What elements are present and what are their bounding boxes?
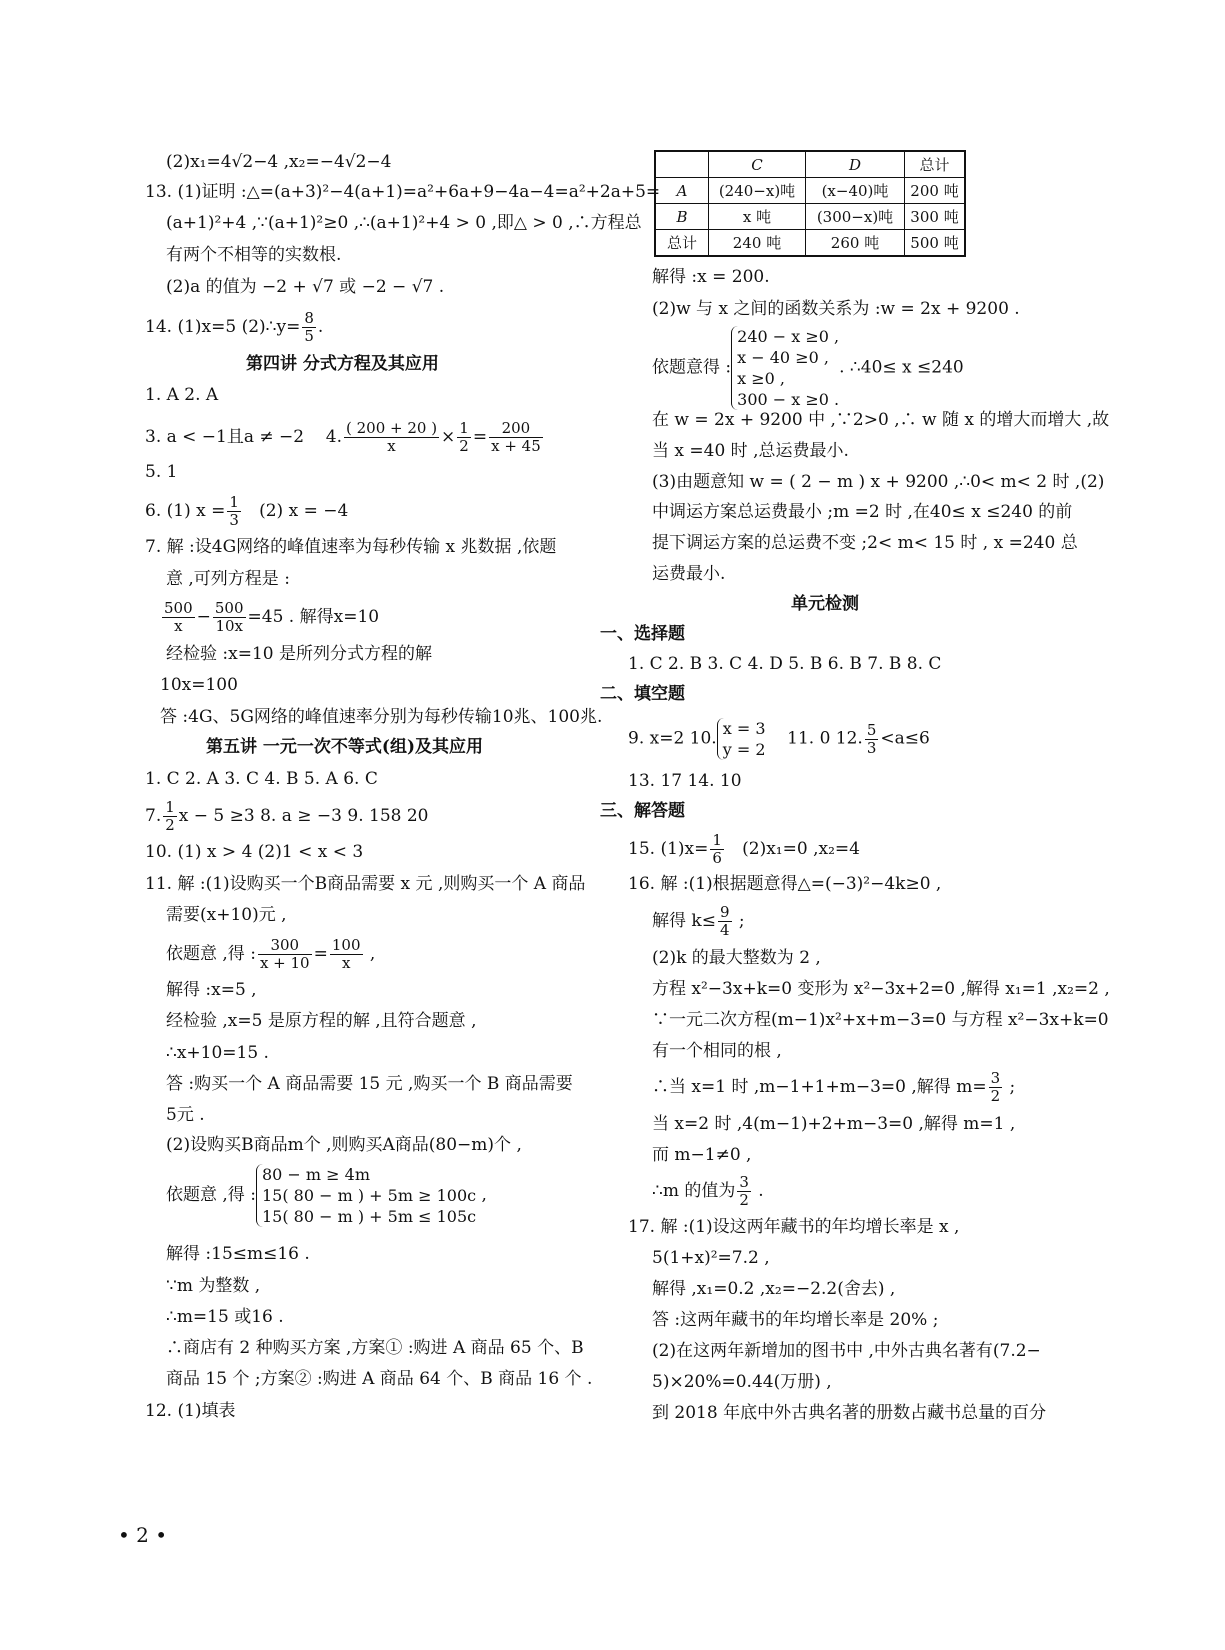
answer-13-1-cont: (a+1)²+4 ,∵(a+1)²≥0 ,∴(a+1)²+4 > 0 ,即△ > 0 ,∴方程总 [166, 213, 642, 233]
table-row [655, 230, 965, 257]
answer-17-d: 答 :这两年藏书的年均增长率是 20% ; [652, 1310, 939, 1330]
s4-answer-7-final: 答 :4G、5G网络的峰值速率分别为每秒传输10兆、100兆. [160, 707, 603, 727]
table-cell: 240 吨 [709, 230, 806, 257]
part-1-answers: 1. C 2. B 3. C 4. D 5. B 6. B 7. B 8. C [628, 654, 942, 674]
table-cell: 总计 [905, 151, 966, 178]
part-2-answers: 9. x=2 10. x = 3 y = 2 11. 0 12. $\frac{5}{3}$ <a≤6 [628, 719, 930, 759]
fraction: $\frac{8}{5}$ [304, 309, 314, 345]
table-cell: D [806, 151, 905, 178]
transport-table [654, 150, 966, 257]
answer-12-2: (2)x₁=4√2−4 ,x₂=−4√2−4 [166, 152, 392, 172]
s5-answer-11-j: 依题意 ,得 : 80 − m ≥ 4m 15( 80 − m ) + 5m ≥ 100c 15( 80 − m ) + 5m ≤ 105c , [166, 1165, 487, 1226]
answer-17-f: 5)×20%=0.44(万册) , [652, 1372, 832, 1392]
s4-answer-7-check: 经检验 :x=10 是所列分式方程的解 [166, 644, 432, 664]
s5-answer-11-n: ∴商店有 2 种购买方案 ,方案① :购进 A 商品 65 个、B [166, 1338, 584, 1358]
s5-answer-11: 11. 解 :(1)设购买一个B商品需要 x 元 ,则购买一个 A 商品 [145, 874, 586, 894]
s5-answer-12: 12. (1)填表 [145, 1401, 236, 1421]
r-line-8: 提下调运方案的总运费不变 ;2< m< 15 时 , x =240 总 [652, 533, 1078, 553]
answer-14: 14. (1)x=5 (2)∴y= $\frac{8}{5}$ . [145, 309, 324, 345]
r-line-6: (3)由题意知 w = ( 2 − m ) x + 9200 ,∴0< m< 2 时 ,(2) [652, 472, 1105, 492]
s5-answer-11-l: ∵m 为整数 , [166, 1276, 261, 1296]
s5-answer-11-o: 商品 15 个 ;方案② :购进 A 商品 64 个、B 商品 16 个 . [166, 1369, 593, 1389]
s4-answer-3-4: 3. a < −1且a ≠ −2 4. $\frac{( 200 + 20 )}{x}$ × $\frac{1}{2}$ = $\frac{200}{x + 45}$ [145, 419, 541, 455]
answer-16-h: 当 x=2 时 ,4(m−1)+2+m−3=0 ,解得 m=1 , [652, 1114, 1016, 1134]
table-cell: A [655, 178, 709, 204]
s5-answer-11-g: 答 :购买一个 A 商品需要 15 元 ,购买一个 B 商品需要 [166, 1074, 573, 1094]
s5-answer-11-c: 依题意 ,得 : $\frac{300}{x + 10}$ = $\frac{100}{x}$ , [166, 936, 376, 972]
s4-answer-7: 7. 解 :设4G网络的峰值速率为每秒传输 x 兆数据 ,依题 [145, 537, 557, 557]
table-row [655, 204, 965, 230]
r-line-9: 运费最小. [652, 564, 726, 584]
s4-answer-6: 6. (1) x = $\frac{1}{3}$ (2) x = −4 [145, 493, 349, 529]
page-number: • 2 • [118, 1523, 168, 1547]
r-line-5: 当 x =40 时 ,总运费最小. [652, 441, 849, 461]
s5-answer-11-d: 解得 :x=5 , [166, 980, 257, 1000]
s5-answer-11-h: 5元 . [166, 1105, 205, 1125]
part-3-title: 三、解答题 [600, 801, 685, 821]
answer-16-a: 16. 解 :(1)根据题意得△=(−3)²−4k≥0 , [628, 874, 942, 894]
section-title-5: 第五讲 一元一次不等式(组)及其应用 [206, 737, 484, 757]
s5-answer-11-k: 解得 :15≤m≤16 . [166, 1244, 310, 1264]
answer-16-g: ∴当 x=1 时 ,m−1+1+m−3=0 ,解得 m= $\frac{3}{2}$ ; [652, 1069, 1016, 1105]
answer-17-a: 17. 解 :(1)设这两年藏书的年均增长率是 x , [628, 1217, 960, 1237]
unit-test-title: 单元检测 [791, 594, 859, 614]
answer-13-1: 13. (1)证明 :△=(a+3)²−4(a+1)=a²+6a+9−4a−4=a²+2a+5= [145, 182, 661, 202]
answer-13-2: (2)a 的值为 −2 + √7 或 −2 − √7 . [166, 277, 445, 297]
table-cell: C [709, 151, 806, 178]
inequality-system: 240 − x ≥0 , x − 40 ≥0 , x ≥0 , 300 − x ≥0 . [731, 326, 839, 410]
s4-answer-7-result: 10x=100 [160, 675, 238, 695]
answer-16-c: (2)k 的最大整数为 2 , [652, 948, 821, 968]
table-cell: 260 吨 [806, 230, 905, 257]
s4-answer-1: 1. A 2. A [145, 385, 219, 405]
table-cell: 500 吨 [905, 230, 966, 257]
part-2-title: 二、填空题 [600, 684, 685, 704]
r-line-2: (2)w 与 x 之间的函数关系为 :w = 2x + 9200 . [652, 299, 1020, 319]
equation-system: x = 3 y = 2 [717, 718, 766, 760]
answer-17-g: 到 2018 年底中外古典名著的册数占藏书总量的百分 [652, 1403, 1047, 1423]
table-cell: B [655, 204, 709, 230]
table-cell: (240−x)吨 [709, 178, 806, 204]
s5-answer-11-f: ∴x+10=15 . [166, 1043, 269, 1063]
s5-answer-7: 7. $\frac{1}{2}$ x − 5 ≥3 8. a ≥ −3 9. 158 20 [145, 798, 429, 834]
table-cell: (300−x)吨 [806, 204, 905, 230]
s4-answer-7-equation: $\frac{500}{x}$ − $\frac{500}{10x}$ =45 . 解得x=10 [164, 599, 380, 635]
s5-answer-1: 1. C 2. A 3. C 4. B 5. A 6. C [145, 769, 378, 789]
answer-16-d: 方程 x²−3x+k=0 变形为 x²−3x+2=0 ,解得 x₁=1 ,x₂=2 , [652, 979, 1110, 999]
table-cell: 300 吨 [905, 204, 966, 230]
s4-answer-5: 5. 1 [145, 462, 178, 482]
table-cell [655, 151, 709, 178]
table-cell: 总计 [655, 230, 709, 257]
part-2-answers-b: 13. 17 14. 10 [628, 771, 742, 791]
answer-16-i: 而 m−1≠0 , [652, 1145, 752, 1165]
part-1-title: 一、选择题 [600, 624, 685, 644]
r-line-7: 中调运方案总运费最小 ;m =2 时 ,在40≤ x ≤240 的前 [652, 502, 1073, 522]
answer-16-b: 解得 k≤ $\frac{9}{4}$ ; [652, 903, 745, 939]
answer-17-b: 5(1+x)²=7.2 , [652, 1248, 770, 1268]
r-line-3: 依题意得 : 240 − x ≥0 , x − 40 ≥0 , x ≥0 , 300 − x ≥0 . . ∴40≤ x ≤240 [652, 327, 964, 409]
r-line-4: 在 w = 2x + 9200 中 ,∵2>0 ,∴ w 随 x 的增大而增大 ,故 [652, 410, 1110, 430]
s5-answer-11-m: ∴m=15 或16 . [166, 1307, 284, 1327]
table-cell: (x−40)吨 [806, 178, 905, 204]
section-title-4: 第四讲 分式方程及其应用 [246, 354, 439, 374]
answer-17-e: (2)在这两年新增加的图书中 ,中外古典名著有(7.2− [652, 1341, 1041, 1361]
s5-answer-11-e: 经检验 ,x=5 是原方程的解 ,且符合题意 , [166, 1011, 477, 1031]
answer-15: 15. (1)x= $\frac{1}{6}$ (2)x₁=0 ,x₂=4 [628, 831, 860, 867]
s5-answer-11-i: (2)设购买B商品m个 ,则购买A商品(80−m)个 , [166, 1135, 522, 1155]
table-cell: x 吨 [709, 204, 806, 230]
s5-answer-10: 10. (1) x > 4 (2)1 < x < 3 [145, 842, 364, 862]
s5-answer-11-b: 需要(x+10)元 , [166, 905, 287, 925]
table-row [655, 178, 965, 204]
inequality-system: 80 − m ≥ 4m 15( 80 − m ) + 5m ≥ 100c 15( 80 − m ) + 5m ≤ 105c [256, 1164, 476, 1227]
table-header-row [655, 151, 965, 178]
answer-16-f: 有一个相同的根 , [652, 1041, 782, 1061]
answer-13-1-end: 有两个不相等的实数根. [166, 245, 342, 265]
answer-16-e: ∵一元二次方程(m−1)x²+x+m−3=0 与方程 x²−3x+k=0 [652, 1010, 1109, 1030]
table-cell: 200 吨 [905, 178, 966, 204]
answer-16-j: ∴m 的值为 $\frac{3}{2}$ . [652, 1173, 764, 1209]
answer-17-c: 解得 ,x₁=0.2 ,x₂=−2.2(舍去) , [652, 1279, 896, 1299]
r-line-1: 解得 :x = 200. [652, 267, 770, 287]
s4-answer-7-cont: 意 ,可列方程是 : [166, 569, 290, 589]
